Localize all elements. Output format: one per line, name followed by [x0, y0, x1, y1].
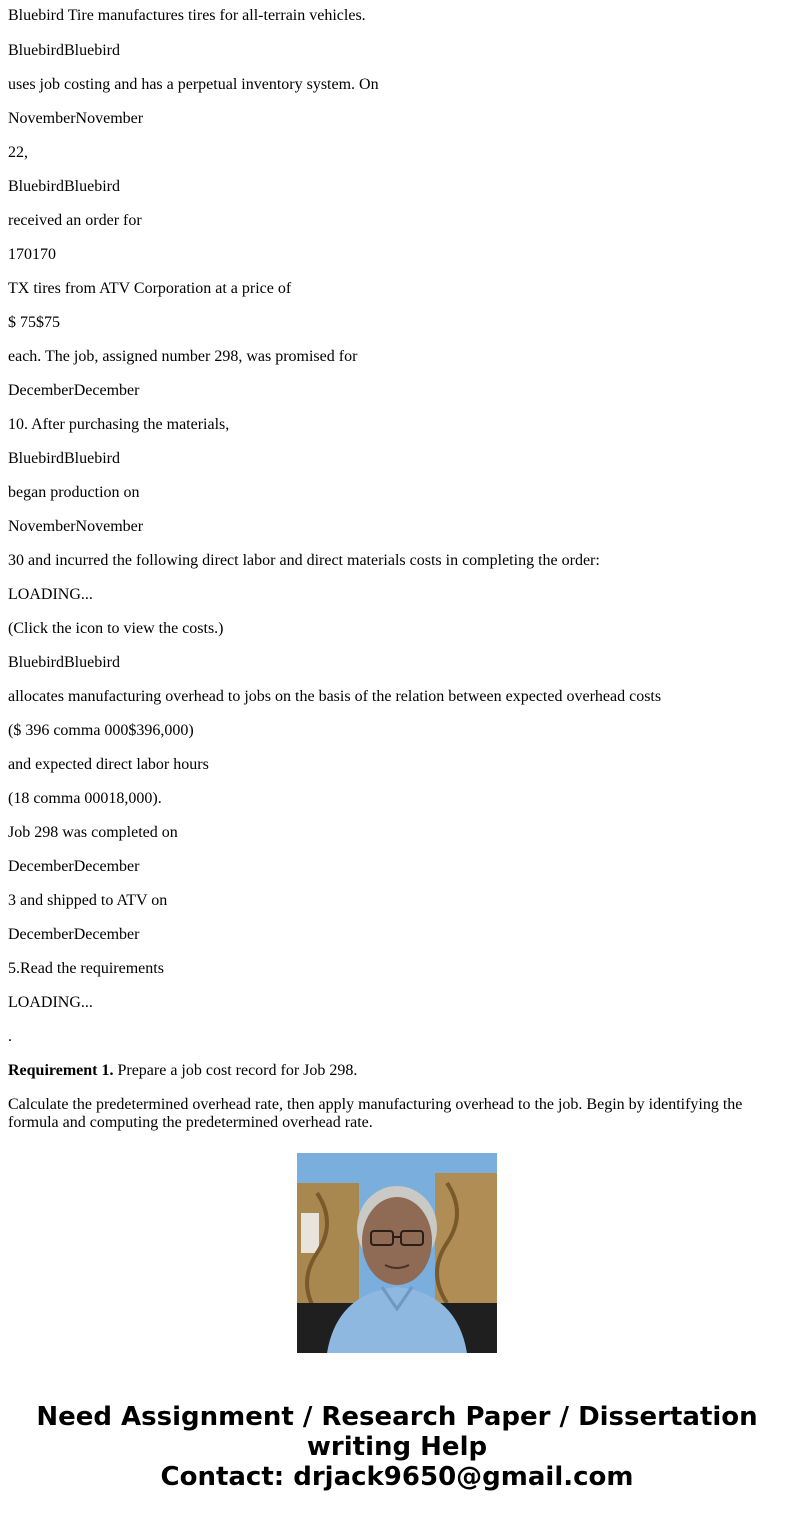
question-line: each. The job, assigned number 298, was promised for — [8, 348, 358, 365]
question-line: uses job costing and has a perpetual inventory system. On — [8, 76, 379, 93]
tutor-avatar — [297, 1153, 497, 1353]
question-line: 22, — [8, 144, 28, 161]
tutor-photo — [297, 1153, 497, 1353]
question-text — [8, 0, 786, 1131]
instruction-text: Calculate the predetermined overhead rate, then apply manufacturing overhead to the job. Begin by identifying the formula and computing the predetermined overhead rate. — [8, 1096, 743, 1131]
question-line: and expected direct labor hours — [8, 756, 209, 773]
question-line: BluebirdBluebird — [8, 450, 120, 467]
loading-requirements-placeholder[interactable]: LOADING... — [8, 994, 93, 1011]
question-line: allocates manufacturing overhead to jobs on the basis of the relation between expected overhead costs — [8, 688, 662, 705]
question-line: $ 75$75 — [8, 314, 60, 331]
read-requirements-text: 5.Read the requirements — [8, 960, 164, 977]
question-line: BluebirdBluebird — [8, 42, 120, 59]
requirement-label: Requirement 1. — [8, 1062, 114, 1079]
question-line: 170170 — [8, 246, 56, 263]
ad-line: writing Help — [306, 1432, 488, 1462]
question-line: ($ 396 comma 000$396,000) — [8, 722, 194, 739]
question-line: 10. After purchasing the materials, — [8, 416, 230, 433]
question-line: DecemberDecember — [8, 926, 140, 943]
question-line: 3 and shipped to ATV on — [8, 892, 168, 909]
view-costs-hint: (Click the icon to view the costs.) — [8, 620, 224, 637]
loading-costs-placeholder[interactable]: LOADING... — [8, 586, 93, 603]
ad-contact: Contact: drjack9650@gmail.com — [160, 1462, 634, 1492]
question-line: TX tires from ATV Corporation at a price of — [8, 280, 292, 297]
question-line: NovemberNovember — [8, 518, 144, 535]
question-line: DecemberDecember — [8, 858, 140, 875]
question-line: began production on — [8, 484, 140, 501]
question-line: NovemberNovember — [8, 110, 144, 127]
question-line: BluebirdBluebird — [8, 654, 120, 671]
requirement-1 — [8, 1054, 786, 1088]
ad-line: Need Assignment / Research Paper / Dissertation — [36, 1402, 758, 1432]
question-line: received an order for — [8, 212, 142, 229]
requirement-text: Prepare a job cost record for Job 298. — [113, 1062, 358, 1079]
question-line: Bluebird Tire manufactures tires for all-terrain vehicles. — [8, 7, 366, 24]
question-line: (18 comma 00018,000). — [8, 790, 162, 807]
question-line: BluebirdBluebird — [8, 178, 120, 195]
help-advertisement — [0, 1402, 794, 1492]
question-line: Job 298 was completed on — [8, 824, 178, 841]
question-line: DecemberDecember — [8, 382, 140, 399]
question-line: 30 and incurred the following direct labor and direct materials costs in completing the order: — [8, 552, 600, 569]
question-line: . — [8, 1028, 12, 1045]
